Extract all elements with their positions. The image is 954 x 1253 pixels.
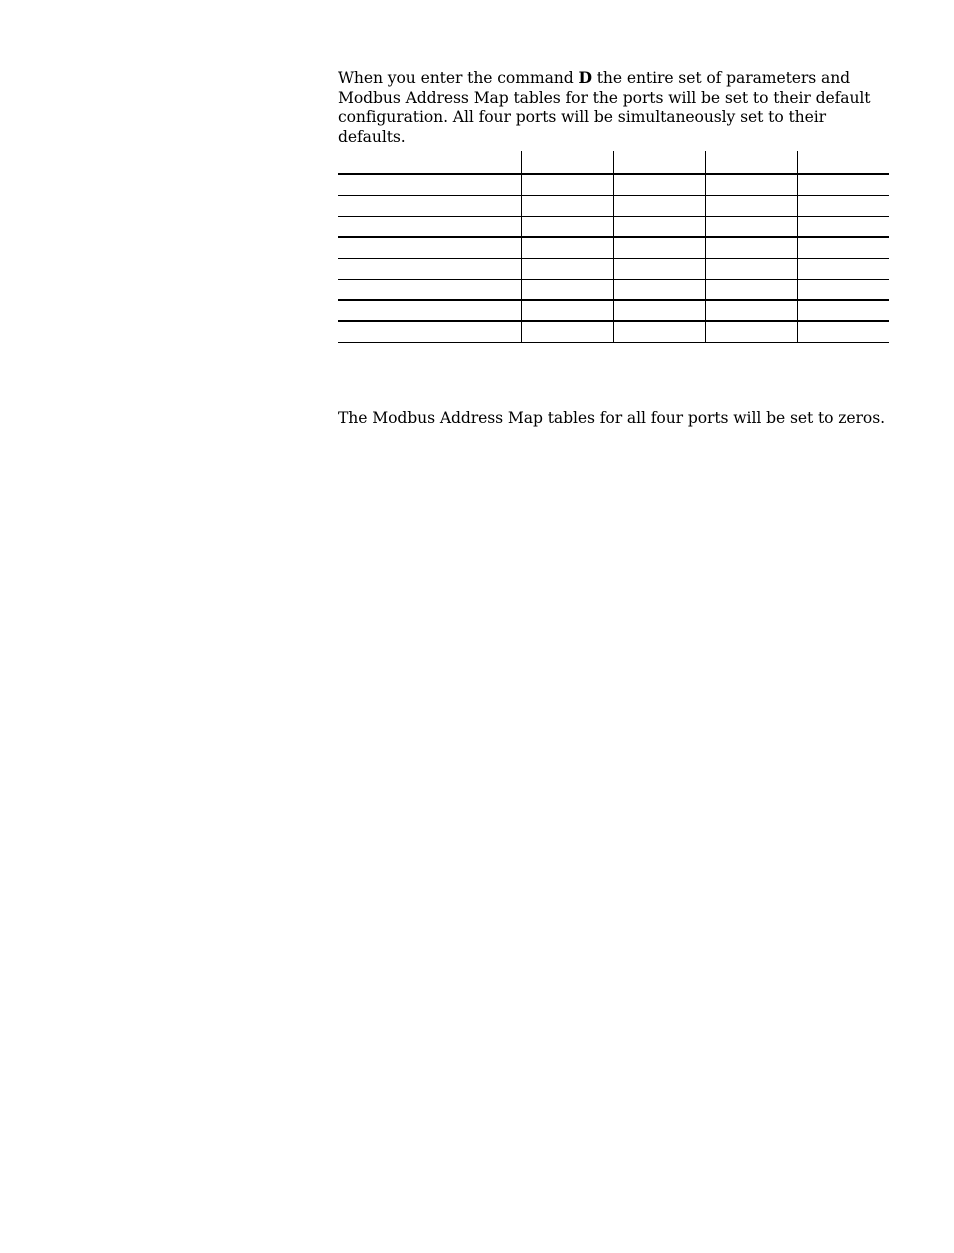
table-row	[338, 279, 889, 300]
table-cell	[705, 216, 797, 237]
table-cell	[521, 174, 613, 195]
table-cell	[338, 195, 521, 216]
table-cell	[338, 300, 521, 321]
command-d: D	[578, 68, 592, 87]
table-cell	[613, 216, 705, 237]
table-cell	[797, 258, 889, 279]
table-header-cell	[797, 151, 889, 174]
table-cell	[797, 195, 889, 216]
table-cell	[613, 174, 705, 195]
table-cell	[705, 174, 797, 195]
table-cell	[613, 258, 705, 279]
intro-text-before-command: When you enter the command	[338, 69, 579, 87]
table-cell	[797, 174, 889, 195]
table-cell	[613, 300, 705, 321]
table-header-cell	[521, 151, 613, 174]
table-row	[338, 258, 889, 279]
table-header-cell	[613, 151, 705, 174]
table-cell	[705, 300, 797, 321]
table-cell	[613, 279, 705, 300]
table-cell	[338, 216, 521, 237]
table-cell	[613, 237, 705, 258]
table-header-cell	[705, 151, 797, 174]
table-cell	[705, 321, 797, 342]
table-cell	[521, 279, 613, 300]
table-cell	[797, 237, 889, 258]
table-row	[338, 174, 889, 195]
table-cell	[613, 195, 705, 216]
table-cell	[338, 258, 521, 279]
table-cell	[797, 216, 889, 237]
table-row	[338, 216, 889, 237]
table-cell	[521, 216, 613, 237]
table-cell	[521, 195, 613, 216]
intro-line-3: configuration. All four ports will be simultaneously set to their defaults.	[338, 108, 826, 146]
table-cell	[338, 174, 521, 195]
table-header-cell	[338, 151, 521, 174]
table-cell	[338, 237, 521, 258]
table-cell	[338, 321, 521, 342]
table-cell	[797, 279, 889, 300]
table-row	[338, 195, 889, 216]
table-cell	[613, 321, 705, 342]
table-cell	[521, 321, 613, 342]
table-row	[338, 237, 889, 258]
table-cell	[705, 195, 797, 216]
table-header-row	[338, 151, 889, 174]
table-row	[338, 321, 889, 342]
table-cell	[705, 237, 797, 258]
table-cell	[797, 321, 889, 342]
outro-paragraph: The Modbus Address Map tables for all four ports will be set to zeros.	[338, 409, 885, 427]
intro-line-2: Modbus Address Map tables for the ports will be set to their default	[338, 88, 871, 107]
table-cell	[521, 258, 613, 279]
table-cell	[521, 300, 613, 321]
table-row	[338, 300, 889, 321]
table-cell	[705, 279, 797, 300]
intro-text-after-command: the entire set of parameters and	[596, 69, 851, 87]
default-parameters-table	[338, 151, 889, 343]
table-cell	[797, 300, 889, 321]
table-cell	[338, 279, 521, 300]
table-cell	[521, 237, 613, 258]
intro-paragraph	[338, 68, 898, 147]
table-cell	[705, 258, 797, 279]
